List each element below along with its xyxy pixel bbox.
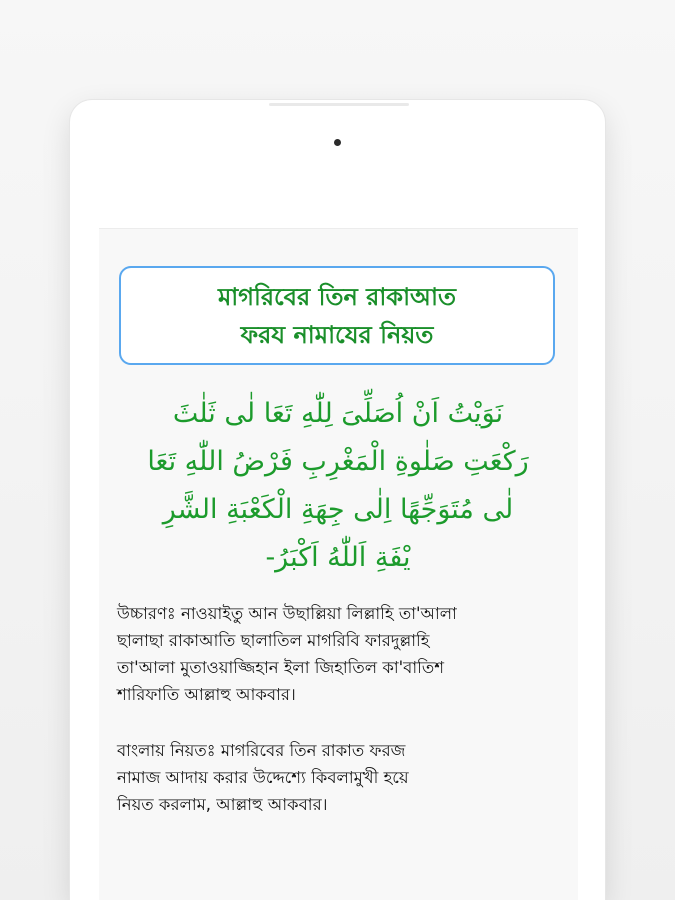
- pronunciation-text: উচ্চারণঃ নাওয়াইতু আন উছাল্লিয়া লিল্লাহি তা'আলা ছালাছা রাকাআতি ছালাতিল মাগরিবি ফারদুল্লাহি তা'আলা মুতাওয়াজ্জিহান ইলা জিহাতিল কা'বাতিশ শারিফাতি আল্লাহু আকবার।: [117, 604, 457, 704]
- bangla-niyyah-text: বাংলায় নিয়তঃ মাগরিবের তিন রাকাত ফরজ নামাজ আদায় করার উদ্দেশ্যে কিবলামুখী হয়ে নিয়ত করলাম, আল্লাহু আকবার।: [117, 741, 409, 814]
- camera-icon: [334, 139, 341, 146]
- app-header-bar: [99, 180, 578, 228]
- tablet-frame: [70, 100, 605, 900]
- prayer-title-box: [119, 266, 555, 365]
- app-screen[interactable]: [99, 180, 578, 900]
- arabic-niyyah-text: نَوَيْتُ اَنْ اُصَلِّىَ لِلّٰهِ تَعَا لٰى ثَلٰثَ رَكْعَتِ صَلٰوةِ الْمَغْرِبِ فَرْضُ اللّٰهِ تَعَا لٰى مُتَوَجِّهًا اِلٰى جِهَةِ الْكَعْبَةِ الشَّرِ يْفَةِ اَللّٰهُ اَكْبَرُ-: [147, 398, 529, 573]
- tablet-top-slot: [269, 103, 409, 106]
- prayer-title: মাগরিবের তিন রাকাআত ফরয নামাযের নিয়ত: [217, 282, 457, 349]
